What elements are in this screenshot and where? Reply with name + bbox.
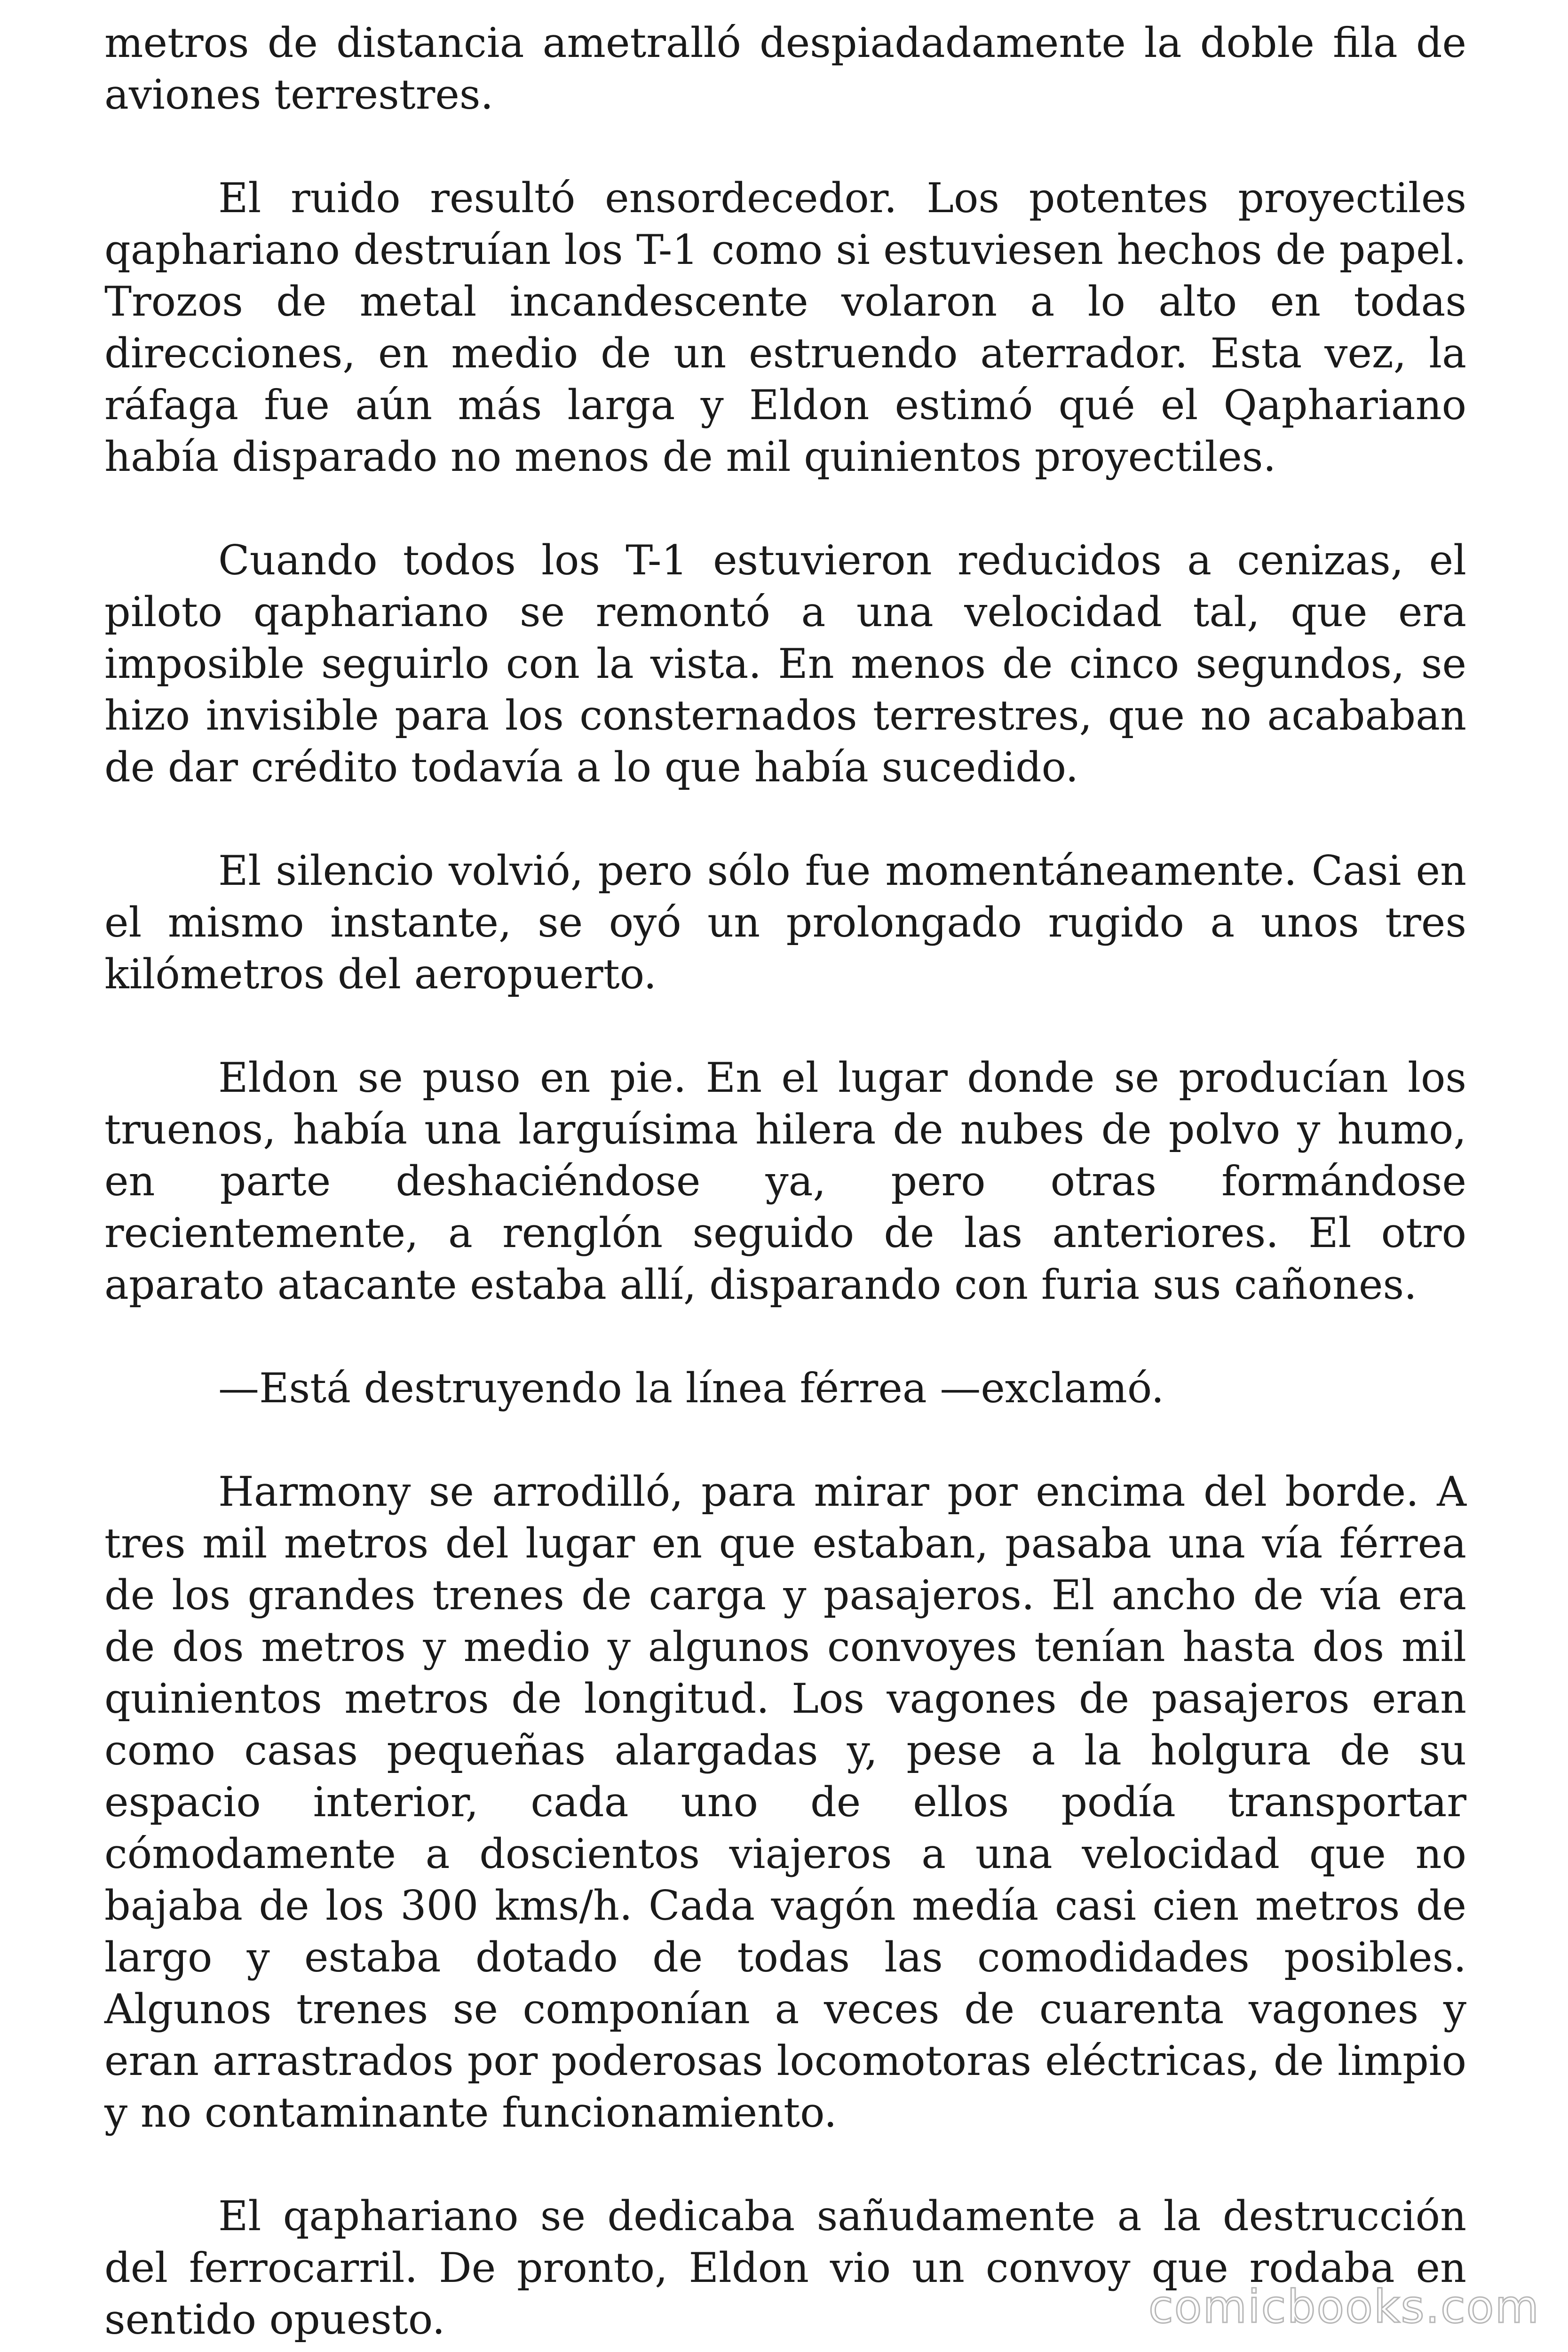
- paragraph: El qaphariano se dedicaba sañudamente a la destrucción del ferrocarril. De pronto, Eldon vio un convoy que rodaba en sentido opuesto.: [104, 2192, 1466, 2344]
- paragraph: El ruido resultó ensordecedor. Los potentes proyectiles qaphariano destruían los T-1 como si estuviesen hechos de papel. Trozos de metal incandescente volaron a lo alto en todas direcciones, en medio de un estruendo aterrador. Esta vez, la ráfaga fue aún más larga y Eldon estimó qué el Qaphariano había disparado no menos de mil quinientos proyectiles.: [104, 174, 1466, 481]
- page-body: [104, 0, 1466, 2352]
- paragraph: El silencio volvió, pero sólo fue momentáneamente. Casi en el mismo instante, se oyó un prolongado rugido a unos tres kilómetros del aeropuerto.: [104, 847, 1466, 998]
- paragraph: Eldon se puso en pie. En el lugar donde se producían los truenos, había una larguísima hilera de nubes de polvo y humo, en parte deshaciéndose ya, pero otras formándose recientemente, a renglón seguido de las anteriores. El otro aparato atacante estaba allí, disparando con furia sus cañones.: [104, 1054, 1466, 1309]
- paragraph-continuation: metros de distancia ametralló despiadadamente la doble fila de aviones terrestres.: [104, 19, 1466, 119]
- watermark-logo: comicbooks.com: [1148, 2280, 1540, 2333]
- paragraph: Harmony se arrodilló, para mirar por encima del borde. A tres mil metros del lugar en que estaban, pasaba una vía férrea de los grandes trenes de carga y pasajeros. El ancho de vía era de dos metros y medio y algunos convoyes tenían hasta dos mil quinientos metros de longitud. Los vagones de pasajeros eran como casas pequeñas alargadas y, pese a la holgura de su espacio interior, cada uno de ellos podía transportar cómodamente a doscientos viajeros a una velocidad que no bajaba de los 300 kms/h. Cada vagón medía casi cien metros de largo y estaba dotado de todas las comodidades posibles. Algunos trenes se componían a veces de cuarenta vagones y eran arrastrados por poderosas locomotoras eléctricas, de limpio y no contaminante funcionamiento.: [104, 1468, 1466, 2137]
- paragraph: Cuando todos los T-1 estuvieron reducidos a cenizas, el piloto qaphariano se remontó a una velocidad tal, que era imposible seguirlo con la vista. En menos de cinco segundos, se hizo invisible para los consternados terrestres, que no acababan de dar crédito todavía a lo que había sucedido.: [104, 536, 1466, 791]
- dialogue-line: —Está destruyendo la línea férrea —exclamó.: [218, 1364, 1164, 1412]
